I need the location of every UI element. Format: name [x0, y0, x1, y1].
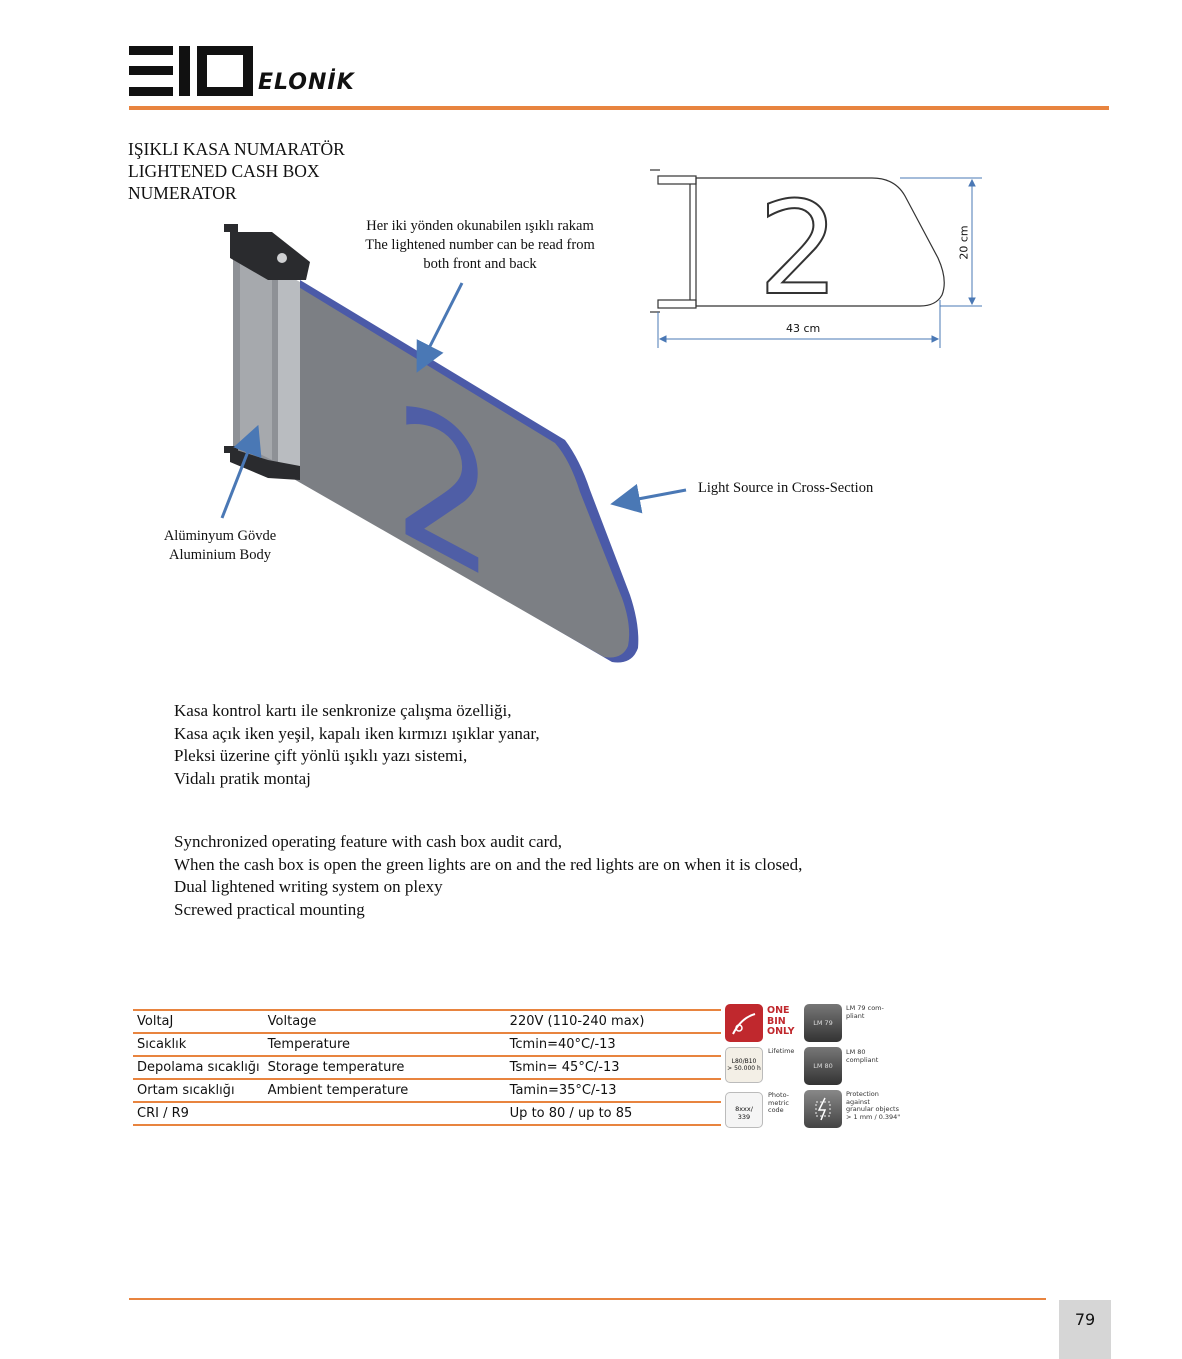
- feature-item: When the cash box is open the green lights are on and the red lights are on when it is closed,: [174, 854, 803, 874]
- lm80-label: LM 80 compliant: [846, 1048, 879, 1064]
- one-bin-icon: [725, 1004, 763, 1042]
- footer-rule: [129, 1298, 1046, 1300]
- title-line: NUMERATOR: [128, 183, 237, 203]
- arrow-light: [622, 490, 686, 502]
- drawing-digit: 2: [758, 175, 840, 324]
- product-digit: 2: [394, 356, 495, 626]
- brand-name: ELONİK: [258, 70, 355, 95]
- callout-body: Alüminyum Gövde Aluminium Body: [163, 528, 277, 563]
- protection-label: Protection against granular objects > 1 mm / 0.394": [846, 1090, 901, 1121]
- title-line: LIGHTENED CASH BOX: [128, 161, 320, 181]
- feature-item: Kasa açık iken yeşil, kapalı iken kırmızı ışıklar yanar,: [174, 723, 540, 743]
- lm79-icon: LM 79: [804, 1004, 842, 1042]
- table-row: VoltaJ Voltage 220V (110-240 max): [133, 1010, 721, 1033]
- spec-table: [133, 1009, 721, 1126]
- feature-item: Synchronized operating feature with cash box audit card,: [174, 832, 563, 851]
- height-dimension: 20 cm: [957, 225, 971, 260]
- arrow-body: [222, 436, 254, 518]
- table-row: Depolama sıcaklığı Storage temperature Tsmin= 45°C/-13: [133, 1056, 721, 1079]
- table-row: CRI / R9 Up to 80 / up to 85: [133, 1102, 721, 1125]
- features-tr: [174, 700, 540, 790]
- lifetime-label: Lifetime: [768, 1047, 795, 1055]
- feature-item: Dual lightened writing system on plexy: [174, 877, 443, 896]
- photometric-label: Photo- metric code: [768, 1091, 790, 1114]
- one-bin-label: ONE BIN ONLY: [767, 1005, 795, 1037]
- features-en: [174, 831, 802, 921]
- width-dimension: 43 cm: [786, 322, 821, 335]
- arrow-number: [422, 283, 462, 362]
- callout-number: Her iki yönden okunabilen ışıklı rakam The lightened number can be read from both front and back: [365, 218, 595, 272]
- lm79-label: LM 79 com- pliant: [846, 1004, 884, 1020]
- lifetime-icon: L80/B10 > 50.000 h: [725, 1047, 763, 1083]
- table-row: Sıcaklık Temperature Tcmin=40°C/-13: [133, 1033, 721, 1056]
- photometric-icon: 8xxx/ 339: [725, 1092, 763, 1128]
- feature-item: Vidalı pratik montaj: [174, 768, 311, 788]
- page-number: 79: [1059, 1300, 1111, 1359]
- table-row: Ortam sıcaklığı Ambient temperature Tamin=35°C/-13: [133, 1079, 721, 1102]
- title-line: IŞIKLI KASA NUMARATÖR: [128, 139, 345, 159]
- feature-item: Kasa kontrol kartı ile senkronize çalışma özelliği,: [174, 701, 512, 720]
- feature-item: Pleksi üzerine çift yönlü ışıklı yazı sistemi,: [174, 746, 468, 765]
- callout-light: Light Source in Cross-Section: [698, 480, 874, 496]
- lm80-icon: LM 80: [804, 1047, 842, 1085]
- feature-item: Screwed practical mounting: [174, 899, 365, 919]
- protection-icon: [804, 1090, 842, 1128]
